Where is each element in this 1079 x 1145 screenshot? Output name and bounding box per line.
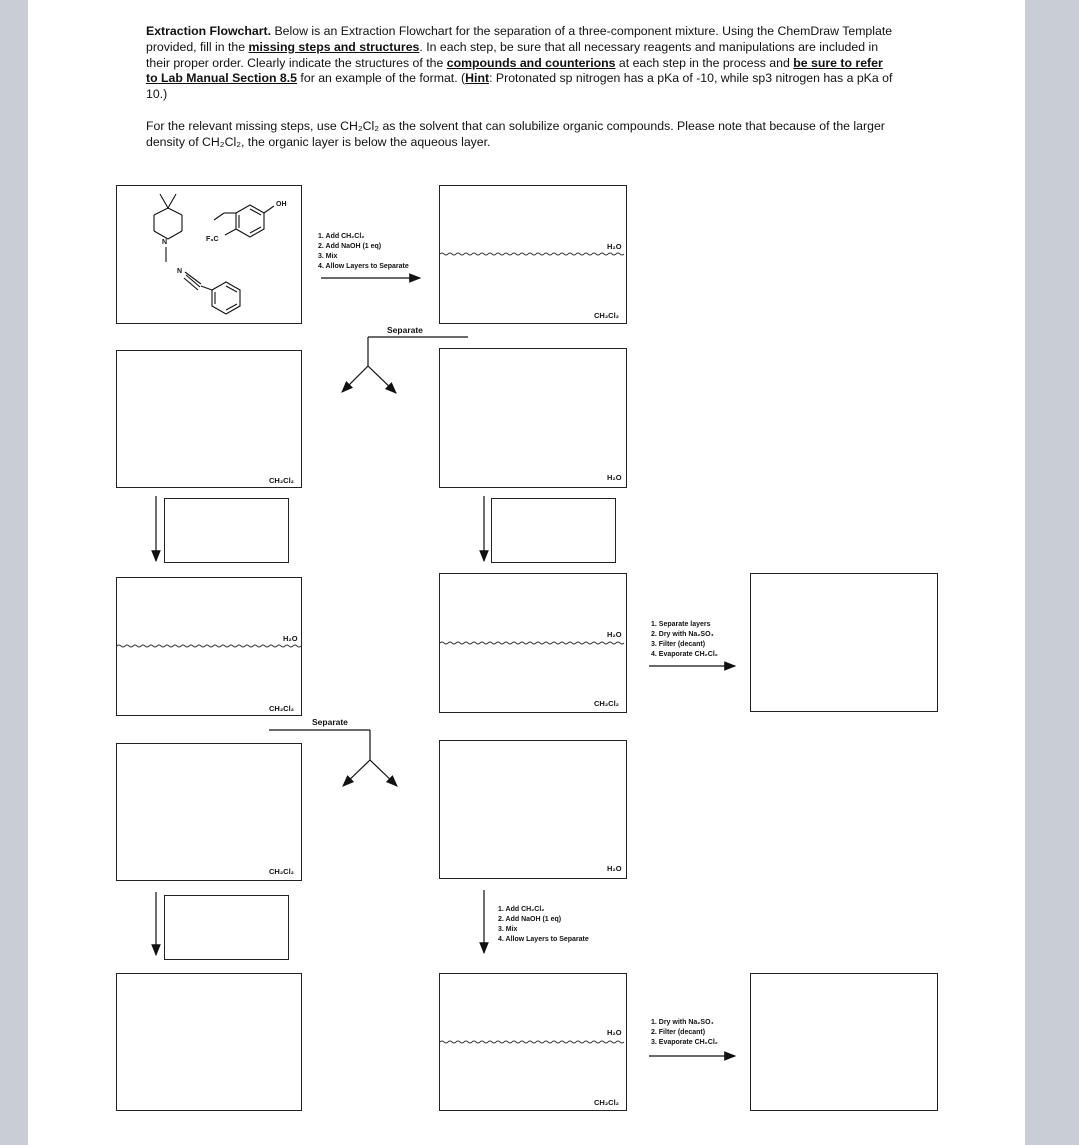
separate-arrow-left-1 [342, 366, 368, 392]
layer-interface-4 [440, 1041, 624, 1043]
dcm-layer-label: CH₂Cl₂ [269, 704, 294, 713]
separate-label-2: Separate [312, 717, 348, 727]
intro-text: Below is an Extraction Flowchart for the separation of a three-component mixture. Using the ChemDraw Template provided, fill in the [146, 24, 893, 54]
title: Extraction Flowchart. [146, 24, 272, 38]
benzyl-alcohol-structure [214, 205, 274, 237]
dcm-layer-label: CH₂Cl₂ [269, 476, 294, 485]
dcm-layer-label: CH₂Cl₂ [269, 867, 294, 876]
separate-label-1: Separate [387, 325, 423, 335]
step-item: 2. Add NaOH (1 eq) [498, 916, 562, 923]
step-item: 3. Mix [318, 253, 338, 260]
solvent-note: For the relevant missing steps, use CH₂Cl₂ as the solvent that can solubilize organic compounds. Please note that because of the larger density of CH₂Cl₂, the organic layer is below the aqueous layer. [146, 119, 885, 149]
step-item: 1. Add CH₂Cl₂ [498, 906, 545, 913]
amine-n-label: N [162, 239, 168, 246]
water-layer-label: H₂O [607, 864, 622, 873]
dcm-layer-label: CH₂Cl₂ [594, 699, 619, 708]
step-item: 4. Evaporate CH₂Cl₂ [651, 651, 718, 658]
intro-text: : Protonated sp nitrogen has a pKa of -10, while sp3 nitrogen has a pKa of 10.) [146, 71, 893, 102]
emphasis-hint: Hint [465, 71, 490, 86]
dcm-layer-label: CH₂Cl₂ [594, 1098, 619, 1107]
emphasis-manual: be sure to refer to Lab Manual Section 8.5 [146, 55, 883, 86]
intro-text: at each step in the process and [615, 55, 794, 70]
benzonitrile-structure [184, 272, 240, 314]
separate-arrow-right-1 [368, 366, 396, 393]
flowchart-lines [28, 0, 1025, 1145]
water-layer-label: H₂O [607, 630, 622, 639]
separate-arrow-right-2 [370, 760, 397, 786]
emphasis-compounds: compounds and counterions [446, 55, 616, 70]
intro-text: . In each step, be sure that all necessary reagents and manipulations are included in their proper order. Clearly indicate the structures of the [146, 39, 879, 70]
piperidine-structure [154, 194, 182, 262]
step-item: 1. Add CH₂Cl₂ [318, 233, 365, 240]
nitrile-n-label: N [177, 268, 183, 275]
step-item: 2. Filter (decant) [651, 1029, 706, 1036]
dcm-layer-label: CH₂Cl₂ [594, 311, 619, 320]
water-layer-label: H₂O [607, 473, 622, 482]
step-item: 3. Evaporate CH₂Cl₂ [651, 1039, 718, 1046]
f3c-label: F₃C [206, 236, 219, 243]
step-item: 4. Allow Layers to Separate [498, 936, 589, 943]
step-item: 2. Add NaOH (1 eq) [318, 243, 382, 250]
step-item: 2. Dry with Na₂SO₄ [651, 631, 714, 638]
water-layer-label: H₂O [607, 242, 622, 251]
step-item: 3. Filter (decant) [651, 641, 706, 648]
oh-label: OH [276, 201, 287, 208]
step-item: 1. Separate layers [651, 621, 711, 628]
layer-interface-3 [440, 642, 624, 644]
separate-arrow-left-2 [343, 760, 370, 786]
water-layer-label: H₂O [607, 1028, 622, 1037]
step-item: 1. Dry with Na₂SO₄ [651, 1019, 714, 1026]
worksheet-page [28, 0, 1025, 1145]
layer-interface-1 [440, 253, 624, 255]
layer-interface-2 [117, 645, 301, 647]
step-item: 3. Mix [498, 926, 518, 933]
water-layer-label: H₂O [283, 634, 298, 643]
intro-text: for an example of the format. ( [297, 71, 466, 86]
step-item: 4. Allow Layers to Separate [318, 263, 409, 270]
emphasis-missing: missing steps and structures [248, 39, 420, 54]
